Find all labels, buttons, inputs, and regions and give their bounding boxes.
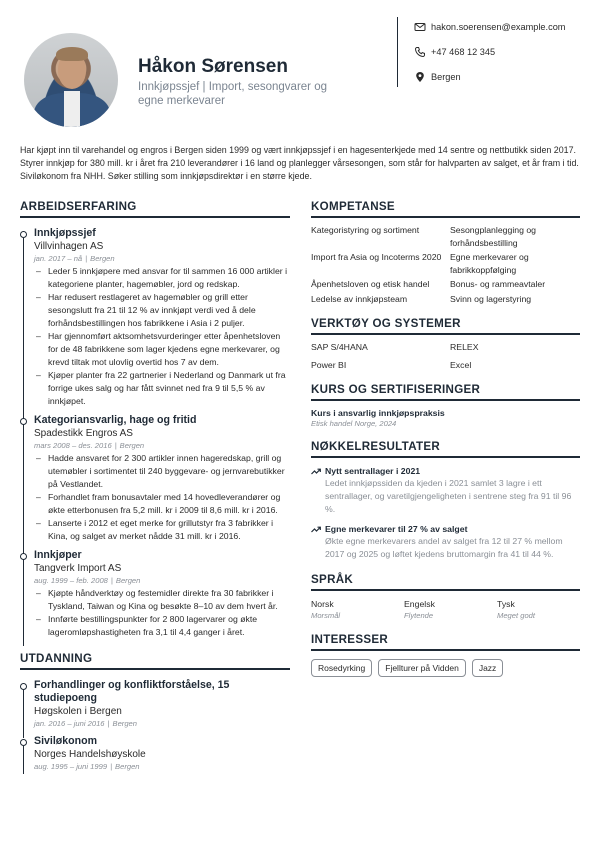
competence-grid	[311, 224, 580, 305]
job-bullet: – Forhandlet fram bonusavtaler med 14 hovedleverandører og økte etterbonusen fra 5,2 mill. kr i 2009 til 8,6 mill. kr i 2016.	[34, 491, 290, 517]
contact-location-text: Bergen	[431, 72, 461, 82]
contact-location	[414, 71, 461, 83]
location-pin-icon	[414, 71, 426, 83]
language-name: Tysk	[497, 599, 515, 609]
section-title-certs: KURS OG SERTIFISERINGER	[311, 383, 580, 401]
timeline-dot	[20, 683, 27, 690]
competence-item: Åpenhetsloven og etisk handel	[311, 279, 430, 289]
cert-title: Kurs i ansvarlig innkjøpspraksis	[311, 408, 445, 418]
interest-tags	[311, 659, 580, 677]
result-item	[311, 465, 580, 516]
contact-email[interactable]	[414, 21, 565, 33]
envelope-icon	[414, 21, 426, 33]
language-item	[404, 598, 497, 621]
tool-item: Excel	[450, 359, 472, 370]
profile-summary: Har kjøpt inn til varehandel og engros i Bergen siden 1999 og vært innkjøpssjef i en hagesenterkjede med 14 sentre og nettbutikk siden 2017. Styrer innkjøp for 380 mill. kr i året fra 210 leverandører i 16 land og planlegger vårsesongen, som står for halvparten av salget, et år fram i tid. Siviløkonom fra NHH. Søker stilling som innkjøpsdirektør i en større kjede.	[20, 145, 579, 182]
result-desc: Økte egne merkevarers andel av salget fra 12 til 27 % mellom 2017 og 2025 og løftet kjedens bruttomargin fra 41 til 44 %.	[325, 536, 563, 559]
interest-tag: Jazz	[472, 659, 503, 677]
cert-meta: Etisk handel Norge, 2024	[311, 419, 397, 428]
job-meta: mars 2008 – des. 2016 | Bergen	[34, 441, 145, 450]
competence-item: Import fra Asia og Incoterms 2020	[311, 252, 442, 262]
section-title-competence: KOMPETANSE	[311, 200, 580, 218]
education-dates: aug. 1995 – juni 1999	[34, 762, 108, 771]
job-location: Bergen	[119, 441, 145, 450]
header-divider	[397, 17, 398, 87]
job-bullets	[34, 587, 290, 639]
timeline-dot	[20, 418, 27, 425]
tool-item: Power BI	[311, 359, 347, 370]
timeline-line	[23, 746, 24, 774]
education-meta: jan. 2016 – juni 2016 | Bergen	[34, 719, 137, 728]
language-level: Meget godt	[497, 611, 535, 620]
job-bullet: – Leder 5 innkjøpere med ansvar for til sammen 16 000 artikler i kategoriene planter, hagemøbler, jord og redskap.	[34, 265, 290, 291]
timeline-dot	[20, 231, 27, 238]
interest-tag: Fjellturer på Vidden	[378, 659, 466, 677]
resume-header	[0, 0, 600, 132]
language-name: Engelsk	[404, 599, 435, 609]
job-dates: mars 2008 – des. 2016	[34, 441, 112, 450]
job-title: Kategoriansvarlig, hage og fritid	[34, 414, 197, 426]
competence-item: Ledelse av innkjøpsteam	[311, 293, 408, 304]
education-title: Siviløkonom	[34, 735, 97, 747]
languages-list	[311, 598, 580, 621]
education-location: Bergen	[112, 719, 137, 728]
competence-item: Bonus- og rammeavtaler	[450, 279, 546, 289]
education-dates: jan. 2016 – juni 2016	[34, 719, 105, 728]
result-item	[311, 523, 580, 561]
trend-up-icon	[311, 524, 321, 534]
timeline-dot	[20, 739, 27, 746]
competence-item: Kategoristyring og sortiment	[311, 225, 420, 235]
job-location: Bergen	[115, 576, 141, 585]
result-title: Egne merkevarer til 27 % av salget	[325, 524, 468, 534]
job-title: Innkjøpssjef	[34, 227, 96, 239]
competence-item: Svinn og lagerstyring	[450, 293, 532, 304]
job-bullets	[34, 452, 290, 543]
trend-up-icon	[311, 466, 321, 476]
result-title: Nytt sentrallager i 2021	[325, 466, 421, 476]
person-name: Håkon Sørensen	[138, 56, 288, 77]
education-school: Norges Handelshøyskole	[34, 749, 146, 760]
job-location: Bergen	[90, 254, 115, 263]
right-column	[311, 200, 580, 677]
timeline-line	[23, 560, 24, 646]
job-bullet: – Hadde ansvaret for 2 300 artikler innen hageredskap, grill og utemøbler i sortimentet til 240 byggevare- og jernvarebutikker på Vestlandet.	[34, 452, 290, 491]
section-title-languages: SPRÅK	[311, 573, 580, 591]
education-school: Høgskolen i Bergen	[34, 706, 122, 717]
contact-phone-text: +47 468 12 345	[431, 47, 496, 57]
avatar	[24, 33, 118, 127]
education-meta: aug. 1995 – juni 1999 | Bergen	[34, 762, 140, 771]
person-headline: Innkjøpssjef | Import, sesongvarer og egne merkevarer	[138, 81, 327, 107]
timeline-line	[23, 238, 24, 431]
job-company: Spadestikk Engros AS	[34, 428, 133, 439]
job-meta: aug. 1999 – feb. 2008 | Bergen	[34, 576, 141, 585]
job-meta: jan. 2017 – nå | Bergen	[34, 254, 115, 263]
section-title-results: NØKKELRESULTATER	[311, 440, 580, 458]
job-bullet: – Kjøper planter fra 22 gartnerier i Nederland og Danmark ut fra forrige ukes salg og har fått svinnet ned fra 9 til 5,5 % av innkjøpet.	[34, 369, 290, 408]
contact-email-text: hakon.soerensen@example.com	[431, 22, 566, 32]
job-bullet: – Innførte bestillingspunkter for 2 800 lagervarer og økte lageromløpshastigheten fra 3,1 til 4,4 ganger i året.	[34, 613, 290, 639]
language-name: Norsk	[311, 599, 334, 609]
job-title: Innkjøper	[34, 549, 82, 561]
timeline-line	[23, 690, 24, 738]
education-title: Forhandlinger og konfliktforståelse, 15 studiepoeng	[34, 679, 230, 704]
avatar-shirt	[64, 91, 80, 127]
education-entry	[20, 679, 290, 729]
language-level: Flytende	[404, 611, 434, 620]
interest-tag: Rosedyrking	[311, 659, 372, 677]
education-location: Bergen	[115, 762, 140, 771]
avatar-hair	[56, 47, 88, 61]
phone-icon	[414, 46, 426, 58]
job-company: Villvinhagen AS	[34, 241, 104, 252]
language-level: Morsmål	[311, 611, 341, 620]
job-bullet: – Kjøpte håndverktøy og festemidler direkte fra 30 fabrikker i Tyskland, Taiwan og Kina og besøkte 8–10 av dem hvert år.	[34, 587, 290, 613]
job-dates: aug. 1999 – feb. 2008	[34, 576, 108, 585]
timeline-dot	[20, 553, 27, 560]
job-company: Tangverk Import AS	[34, 563, 122, 574]
competence-item: Egne merkevarer og fabrikkoppfølging	[450, 252, 529, 275]
experience-entry	[20, 549, 290, 639]
language-item	[497, 598, 580, 621]
education-entry	[20, 735, 290, 772]
section-title-interests: INTERESSER	[311, 633, 580, 651]
job-bullet: – Har redusert restlageret av hagemøbler og grill etter sesongslutt fra 21 til 12 % av innkjøpt verdi ved å dele forhåndsbestillingen hos fabrikkene i Asia i 2 puljer.	[34, 291, 290, 330]
section-title-experience: ARBEIDSERFARING	[20, 200, 290, 218]
job-bullets	[34, 265, 290, 408]
contact-phone[interactable]	[414, 46, 495, 58]
result-desc: Ledet innkjøpssiden da kjeden i 2021 samlet 3 lagre i ett sentrallager, og varetilgjengeligheten i sentrene steg fra 91 til 96 %.	[325, 478, 572, 514]
competence-item: Sesongplanlegging og forhåndsbestilling	[450, 225, 536, 248]
job-bullet: – Har gjennomført aktsomhetsvurderinger etter åpenhetsloven for de 48 fabrikkene som lager kjedens egne merkevarer, og krevd tiltak mot ulovlig overtid hos 7 av dem.	[34, 330, 290, 369]
job-bullet: – Lanserte i 2012 et eget merke for grillutstyr fra 3 fabrikker i Kina, og salget av merket nådde 31 mill. kr i 2016.	[34, 517, 290, 543]
experience-entry	[20, 227, 290, 408]
section-title-education: UTDANNING	[20, 652, 290, 670]
language-item	[311, 598, 404, 621]
tool-item: SAP S/4HANA	[311, 342, 368, 352]
tool-item: RELEX	[450, 342, 479, 352]
left-column	[20, 200, 290, 773]
tools-grid	[311, 341, 580, 371]
timeline-line	[23, 425, 24, 565]
section-title-tools: VERKTØY OG SYSTEMER	[311, 317, 580, 335]
job-dates: jan. 2017 – nå	[34, 254, 83, 263]
experience-entry	[20, 414, 290, 543]
